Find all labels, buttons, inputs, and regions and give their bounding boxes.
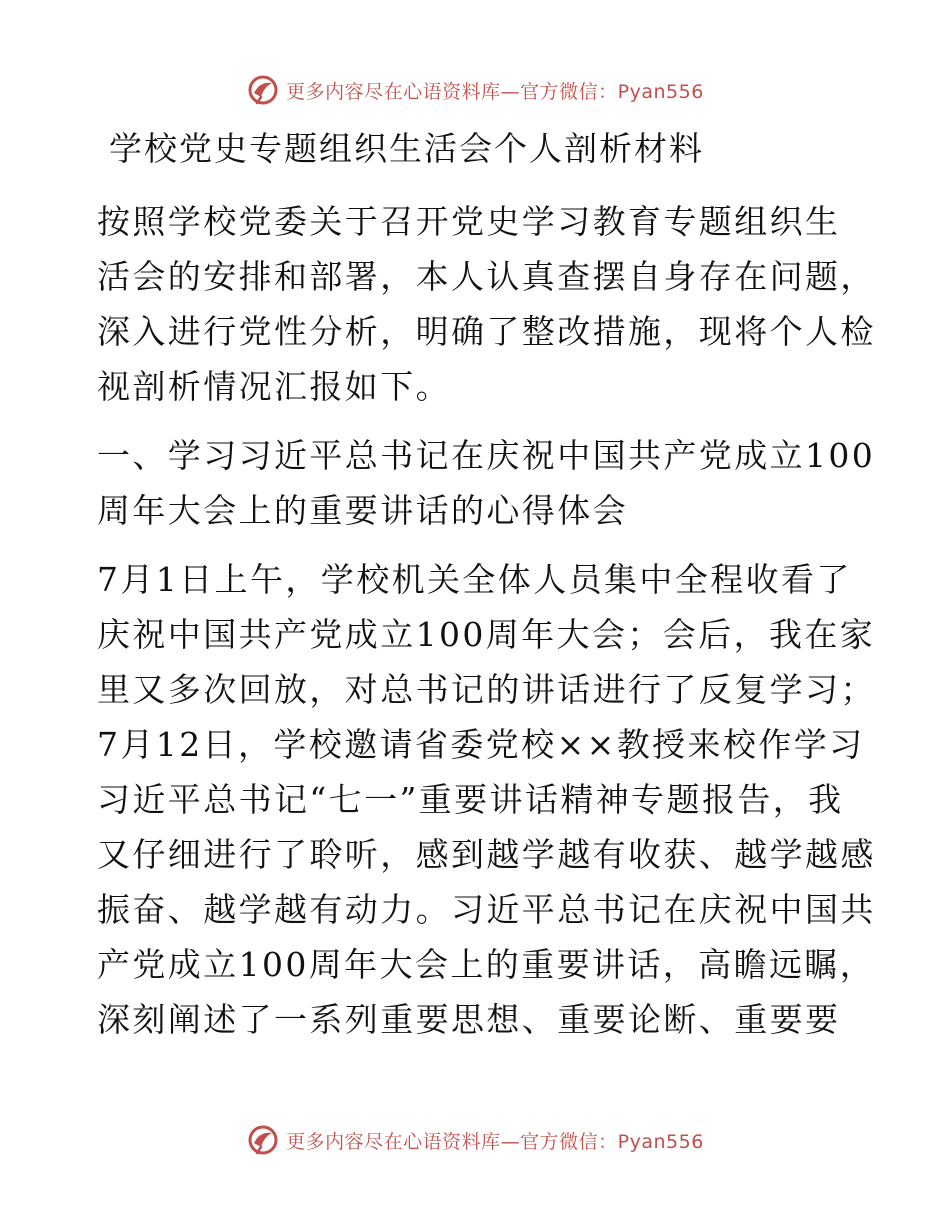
header-banner-text: 更多内容尽在心语资料库—官方微信：Pyan556 — [286, 80, 704, 103]
footer-banner-inner — [246, 1123, 704, 1157]
header-banner-inner — [246, 73, 704, 107]
text-line: 按照学校党委关于召开党史学习教育专题组织生 — [97, 202, 841, 241]
quill-swirl-logo-icon — [246, 73, 280, 107]
text-line: 深入进行党性分析，明确了整改措施，现将个人检 — [97, 312, 876, 351]
text-line: 又仔细进行了聆听，感到越学越有收获、越学越感 — [97, 835, 876, 874]
text-line: 周年大会上的重要讲话的心得体会 — [97, 491, 628, 530]
quill-swirl-logo-icon — [246, 1123, 280, 1157]
text-line: 庆祝中国共产党成立100周年大会；会后，我在家 — [97, 615, 876, 654]
text-line: 视剖析情况汇报如下。 — [97, 367, 451, 406]
text-line: 产党成立100周年大会上的重要讲话，高瞻远瞩， — [97, 945, 876, 984]
footer-banner-text: 更多内容尽在心语资料库—官方微信：Pyan556 — [286, 1130, 704, 1153]
paragraph-reflection — [97, 552, 876, 1047]
text-line: 一、学习习近平总书记在庆祝中国共产党成立100 — [97, 436, 876, 475]
document-title: 学校党史专题组织生活会个人剖析材料 — [109, 129, 704, 168]
header-watermark-banner — [0, 70, 950, 110]
text-line: 习近平总书记“七一”重要讲话精神专题报告，我 — [97, 780, 844, 819]
text-line: 活会的安排和部署，本人认真查摆自身存在问题， — [97, 257, 876, 296]
text-line: 里又多次回放，对总书记的讲话进行了反复学习； — [97, 670, 876, 709]
document-body — [97, 120, 876, 1047]
footer-watermark-banner — [0, 1120, 950, 1160]
section-heading-one — [97, 428, 876, 538]
text-line: 7月1日上午，学校机关全体人员集中全程收看了 — [97, 560, 852, 599]
text-line: 深刻阐述了一系列重要思想、重要论断、重要要 — [97, 1000, 841, 1039]
paragraph-intro — [97, 194, 876, 414]
text-line: 振奋、越学越有动力。习近平总书记在庆祝中国共 — [97, 890, 876, 929]
text-line: 7月12日，学校邀请省委党校××教授来校作学习 — [97, 725, 865, 764]
